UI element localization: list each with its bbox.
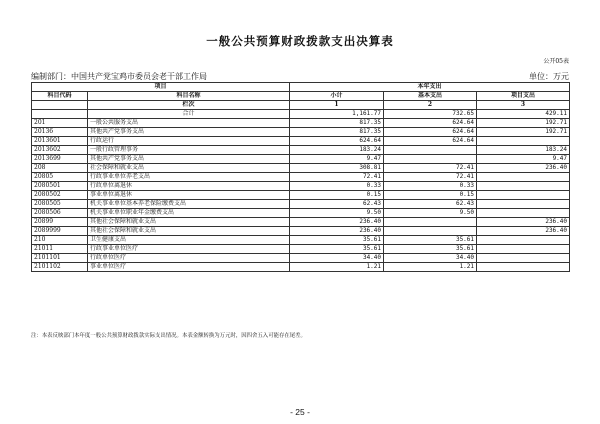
- subject-code-cell: 2013601: [32, 137, 88, 146]
- header-project: 项目支出: [477, 92, 570, 101]
- subject-name-cell: 机关事业单位职业年金缴费支出: [88, 209, 290, 218]
- project-cell: [477, 236, 570, 245]
- subtotal-cell: 0.33: [290, 182, 384, 191]
- subject-name-cell: 卫生健康支出: [88, 236, 290, 245]
- subtotal-cell: 624.64: [290, 137, 384, 146]
- subtotal-cell: 9.47: [290, 155, 384, 164]
- subject-name-cell: 行政单位离退休: [88, 182, 290, 191]
- total-label: 合计: [88, 110, 290, 119]
- subject-code-cell: 208: [32, 164, 88, 173]
- project-cell: [477, 263, 570, 272]
- total-basic: 732.65: [384, 110, 477, 119]
- table-row: [32, 137, 570, 146]
- table-row: [32, 119, 570, 128]
- subject-name-cell: 行政运行: [88, 137, 290, 146]
- table-row: [32, 128, 570, 137]
- basic-cell: [384, 227, 477, 236]
- basic-cell: 1.21: [384, 263, 477, 272]
- subject-name-cell: 其他共产党事务支出: [88, 128, 290, 137]
- basic-cell: 0.33: [384, 182, 477, 191]
- project-cell: 9.47: [477, 155, 570, 164]
- subject-name-cell: 机关事业单位基本养老保险缴费支出: [88, 200, 290, 209]
- subject-name-cell: 其他社会保障和就业支出: [88, 218, 290, 227]
- table-row: [32, 245, 570, 254]
- basic-cell: 624.64: [384, 137, 477, 146]
- table-row: [32, 200, 570, 209]
- project-cell: 192.71: [477, 119, 570, 128]
- header-row-3: [32, 101, 570, 110]
- header-item: 项目: [32, 83, 290, 92]
- basic-cell: 9.50: [384, 209, 477, 218]
- table-row: [32, 209, 570, 218]
- subject-name-cell: 一般公共服务支出: [88, 119, 290, 128]
- subject-name-cell: 行政事业单位医疗: [88, 245, 290, 254]
- table-row: [32, 191, 570, 200]
- header-subject-name: 科目名称: [88, 92, 290, 101]
- subject-code-cell: 20805: [32, 173, 88, 182]
- total-subtotal: 1,161.77: [290, 110, 384, 119]
- subject-code-cell: 2080505: [32, 200, 88, 209]
- subject-name-cell: 其他共产党事务支出: [88, 155, 290, 164]
- header-row-1: [32, 83, 570, 92]
- project-cell: [477, 182, 570, 191]
- table-row: [32, 236, 570, 245]
- subtotal-cell: 9.50: [290, 209, 384, 218]
- header-col3: 3: [477, 101, 570, 110]
- basic-cell: [384, 218, 477, 227]
- total-project: 429.11: [477, 110, 570, 119]
- table-note: 注：本表反映部门本年度一般公共预算财政拨款实际支出情况。本表金额转换为万元时，因四舍五入可能存在尾差。: [31, 333, 306, 339]
- header-col2: 2: [384, 101, 477, 110]
- expenditure-table: [31, 82, 570, 272]
- subtotal-cell: 62.43: [290, 200, 384, 209]
- basic-cell: 72.41: [384, 164, 477, 173]
- table-row: [32, 173, 570, 182]
- table-row: [32, 254, 570, 263]
- table-row: [32, 227, 570, 236]
- form-code: 公开05表: [543, 58, 569, 65]
- project-cell: [477, 191, 570, 200]
- header-subtotal: 小计: [290, 92, 384, 101]
- subtotal-cell: 1.21: [290, 263, 384, 272]
- page-title: 一般公共预算财政拨款支出决算表: [206, 34, 394, 48]
- subject-code-cell: 20136: [32, 128, 88, 137]
- basic-cell: 72.41: [384, 173, 477, 182]
- project-cell: 183.24: [477, 146, 570, 155]
- project-cell: 236.40: [477, 227, 570, 236]
- subtotal-cell: 0.15: [290, 191, 384, 200]
- subject-code-cell: 2101101: [32, 254, 88, 263]
- subject-code-cell: 2013699: [32, 155, 88, 164]
- subtotal-cell: 72.41: [290, 173, 384, 182]
- unit-label: 单位：万元: [529, 72, 569, 81]
- subtotal-cell: 236.40: [290, 227, 384, 236]
- header-subject-code: 科目代码: [32, 92, 88, 101]
- subject-name-cell: 社会保障和就业支出: [88, 164, 290, 173]
- total-row: [32, 110, 570, 119]
- subject-code-cell: 201: [32, 119, 88, 128]
- subject-name-cell: 事业单位医疗: [88, 263, 290, 272]
- subject-name-cell: 事业单位离退休: [88, 191, 290, 200]
- subject-name-cell: 一般行政管理事务: [88, 146, 290, 155]
- subtotal-cell: 236.40: [290, 218, 384, 227]
- table-row: [32, 218, 570, 227]
- subject-code-cell: 20899: [32, 218, 88, 227]
- subject-code-cell: 2080502: [32, 191, 88, 200]
- header-current-year: 本年支出: [290, 83, 570, 92]
- table-row: [32, 182, 570, 191]
- page-number: - 25 -: [290, 407, 310, 417]
- basic-cell: [384, 155, 477, 164]
- subject-code-cell: 2013602: [32, 146, 88, 155]
- project-cell: [477, 209, 570, 218]
- basic-cell: 624.64: [384, 119, 477, 128]
- subject-code-cell: 2080506: [32, 209, 88, 218]
- table-row: [32, 155, 570, 164]
- table-row: [32, 146, 570, 155]
- project-cell: [477, 200, 570, 209]
- subtotal-cell: 308.81: [290, 164, 384, 173]
- subtotal-cell: 183.24: [290, 146, 384, 155]
- table-row: [32, 164, 570, 173]
- basic-cell: 35.61: [384, 245, 477, 254]
- project-cell: [477, 254, 570, 263]
- project-cell: [477, 137, 570, 146]
- subject-name-cell: 其他社会保障和就业支出: [88, 227, 290, 236]
- subtotal-cell: 35.61: [290, 236, 384, 245]
- project-cell: 236.40: [477, 218, 570, 227]
- basic-cell: 624.64: [384, 128, 477, 137]
- basic-cell: 62.43: [384, 200, 477, 209]
- basic-cell: [384, 146, 477, 155]
- header-basic: 基本支出: [384, 92, 477, 101]
- subject-name-cell: 行政单位医疗: [88, 254, 290, 263]
- department-label: 编制部门：中国共产党宝鸡市委员会老干部工作局: [31, 72, 207, 81]
- header-row-2: [32, 92, 570, 101]
- table-row: [32, 263, 570, 272]
- subtotal-cell: 817.35: [290, 128, 384, 137]
- project-cell: 236.40: [477, 164, 570, 173]
- header-column-index: 栏次: [88, 101, 290, 110]
- basic-cell: 34.40: [384, 254, 477, 263]
- basic-cell: 35.61: [384, 236, 477, 245]
- subtotal-cell: 35.61: [290, 245, 384, 254]
- subject-code-cell: 2080501: [32, 182, 88, 191]
- subject-code-cell: 21011: [32, 245, 88, 254]
- project-cell: [477, 173, 570, 182]
- header-col1: 1: [290, 101, 384, 110]
- subtotal-cell: 34.40: [290, 254, 384, 263]
- project-cell: 192.71: [477, 128, 570, 137]
- project-cell: [477, 245, 570, 254]
- subject-code-cell: 2089999: [32, 227, 88, 236]
- subtotal-cell: 817.35: [290, 119, 384, 128]
- subject-code-cell: 2101102: [32, 263, 88, 272]
- subject-name-cell: 行政事业单位养老支出: [88, 173, 290, 182]
- basic-cell: 0.15: [384, 191, 477, 200]
- subject-code-cell: 210: [32, 236, 88, 245]
